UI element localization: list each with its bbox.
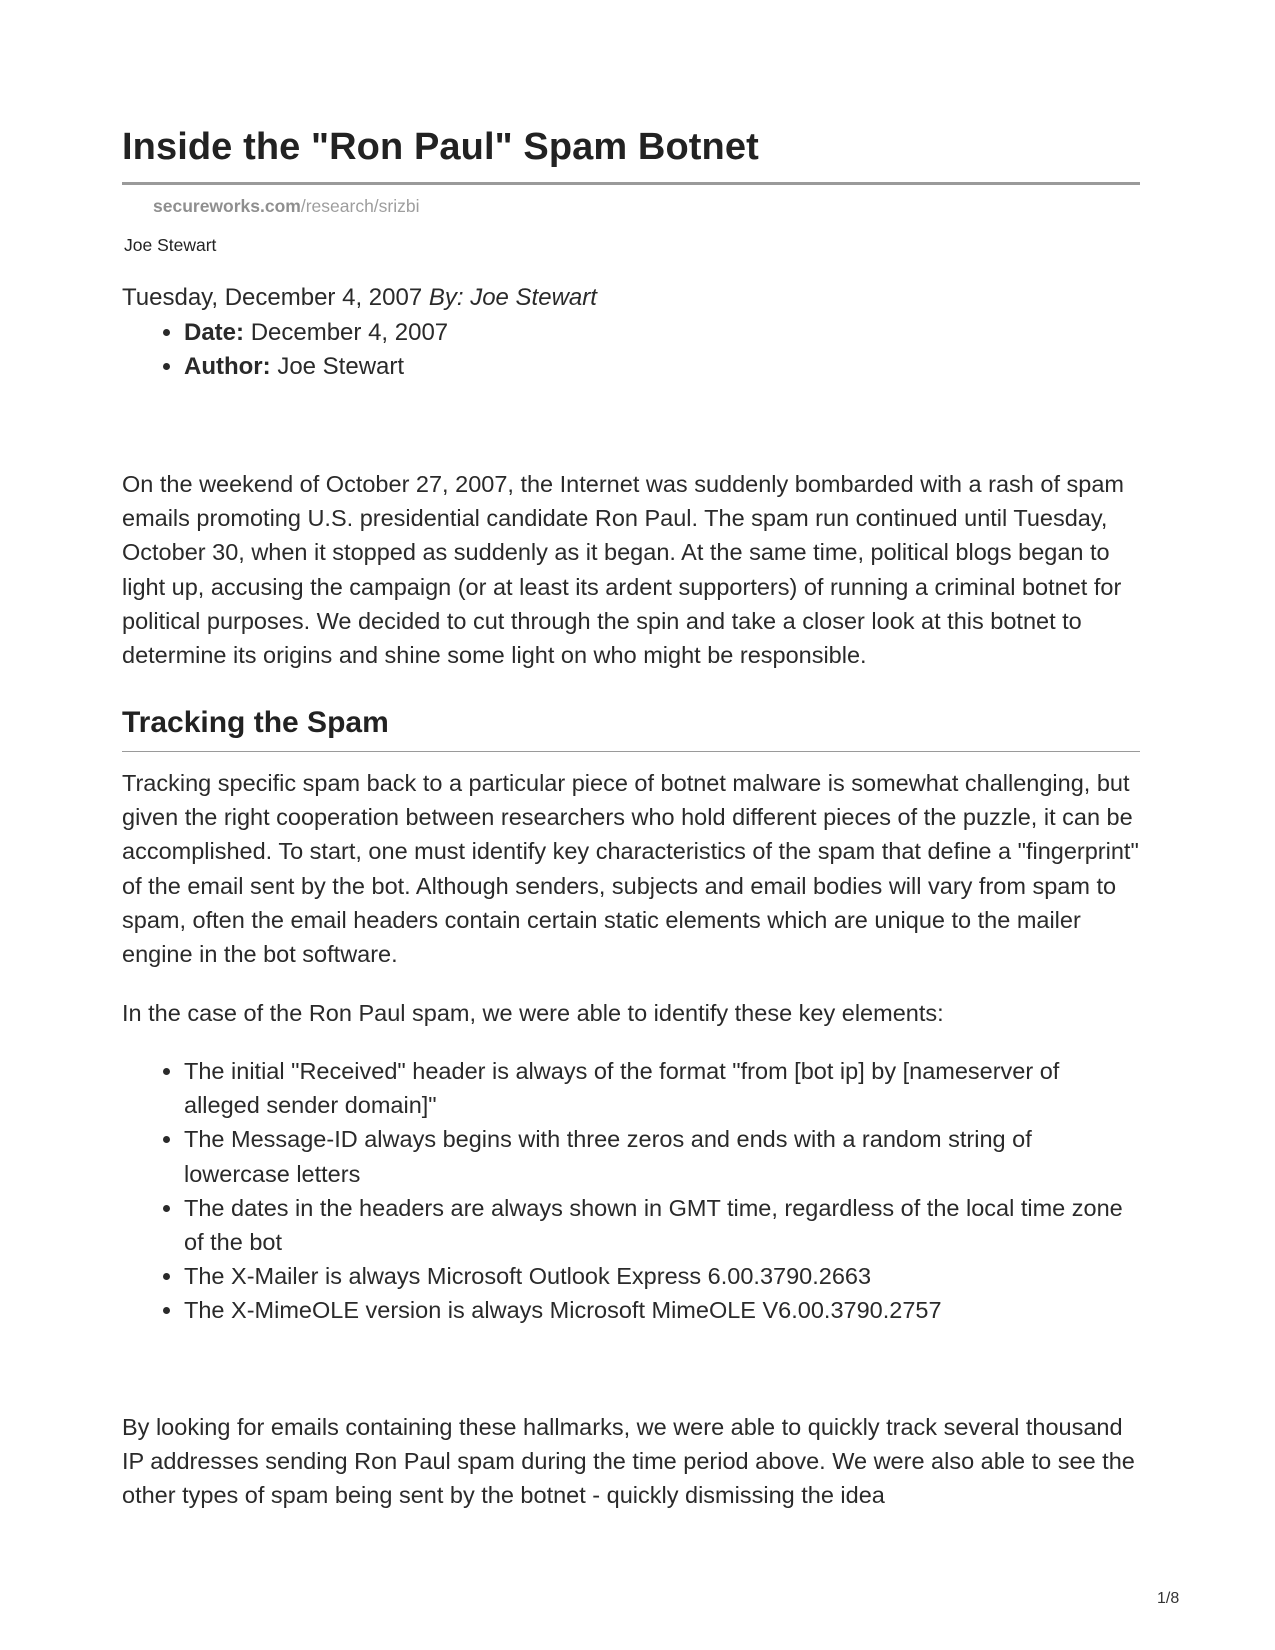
list-item: • The initial "Received" header is always of the format "from [bot ip] by [nameserver of alleged sender domain]" [184, 1054, 1140, 1122]
dateline-date: Tuesday, December 4, 2007 [122, 284, 423, 311]
list-item: • The dates in the headers are always shown in GMT time, regardless of the local time zone of the bot [184, 1191, 1140, 1259]
tracking-paragraph: Tracking specific spam back to a particular piece of botnet malware is somewhat challenging, but given the right cooperation between researchers who hold different pieces of the puzzle, it can be accomplished. To start, one must identify key characteristics of the spam that define a "fingerprint" of the email sent by the bot. Although senders, subjects and email bodies will vary from spam to spam, often the email headers contain certain static elements which are unique to the mailer engine in the bot software. [122, 770, 1139, 968]
dateline-author: By: Joe Stewart [428, 284, 597, 311]
title-divider [122, 182, 1140, 185]
page-number: 1/8 [1157, 1590, 1180, 1607]
section-heading: Tracking the Spam [122, 706, 389, 739]
section-divider [122, 751, 1140, 752]
meta-date-value: December 4, 2007 [250, 319, 449, 346]
meta-author-value: Joe Stewart [277, 353, 405, 380]
source-link[interactable] [153, 196, 420, 217]
dateline [122, 284, 597, 312]
meta-date-label: Date: [184, 319, 245, 346]
article-title: Inside the "Ron Paul" Spam Botnet [122, 126, 759, 168]
key-elements-intro: In the case of the Ron Paul spam, we were able to identify these key elements: [122, 1000, 944, 1026]
list-item: • The Message-ID always begins with three zeros and ends with a random string of lowercase letters [184, 1122, 1140, 1190]
meta-author-item [184, 350, 448, 384]
meta-author-label: Author: [184, 353, 271, 380]
byline: Joe Stewart [124, 235, 217, 255]
list-item: • The X-MimeOLE version is always Microsoft MimeOLE V6.00.3790.2757 [184, 1293, 1140, 1327]
meta-date-item [184, 316, 448, 350]
hallmarks-list [122, 1054, 1140, 1328]
list-item: • The X-Mailer is always Microsoft Outlook Express 6.00.3790.2663 [184, 1259, 1140, 1293]
source-domain: secureworks.com [153, 196, 301, 216]
source-path: /research/srizbi [300, 196, 420, 216]
meta-list [122, 316, 448, 384]
intro-paragraph: On the weekend of October 27, 2007, the Internet was suddenly bombarded with a rash of spam emails promoting U.S. presidential candidate Ron Paul. The spam run continued until Tuesday, October 30, when it stopped as suddenly as it began. At the same time, political blogs began to light up, accusing the campaign (or at least its ardent supporters) of running a criminal botnet for political purposes. We decided to cut through the spin and take a closer look at this botnet to determine its origins and shine some light on who might be responsible. [122, 471, 1124, 669]
findings-paragraph: By looking for emails containing these hallmarks, we were able to quickly track several thousand IP addresses sending Ron Paul spam during the time period above. We were also able to see the other types of spam being sent by the botnet - quickly dismissing the idea [122, 1414, 1135, 1509]
